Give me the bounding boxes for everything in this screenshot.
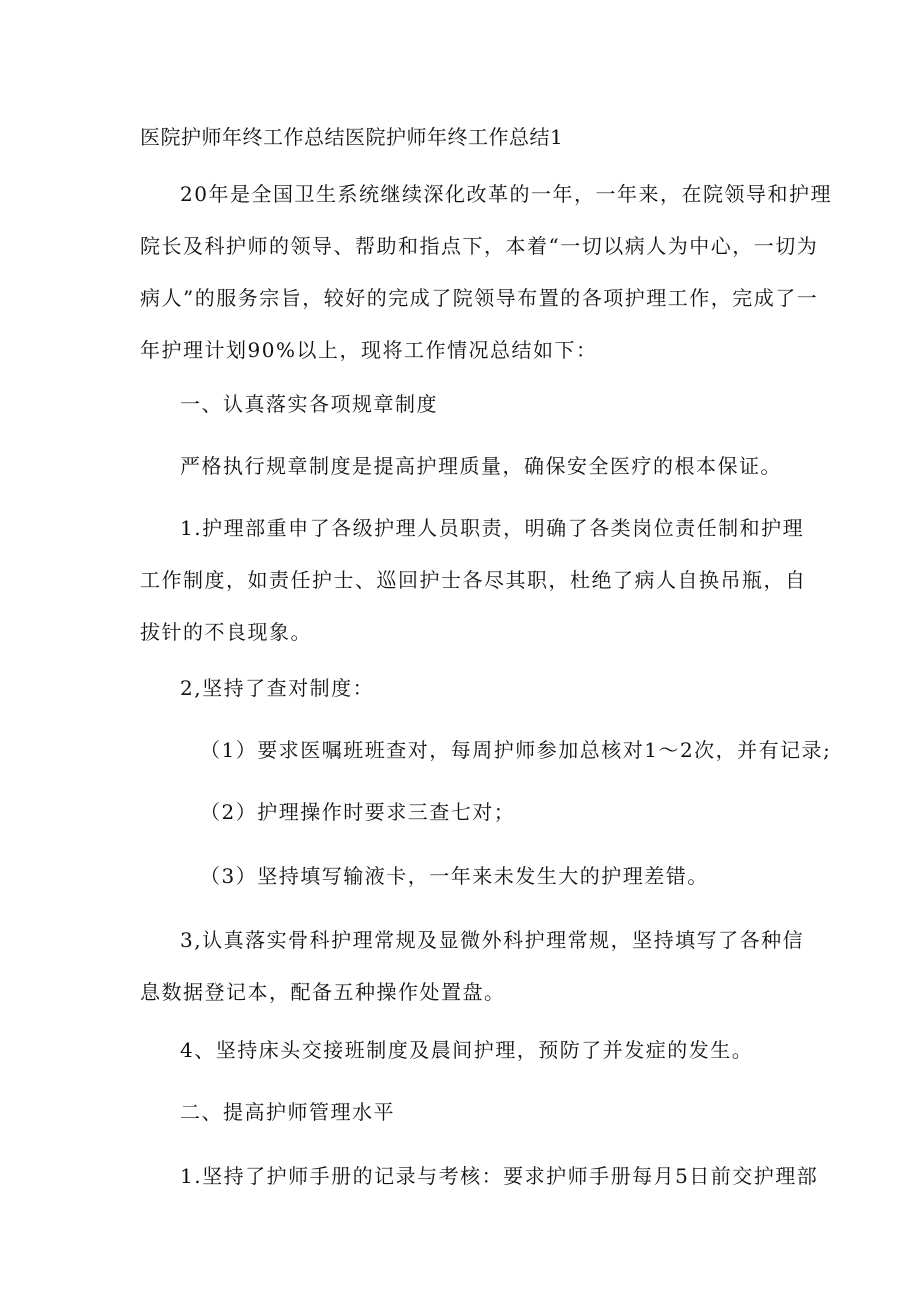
- section-1-heading: 一、认真落实各项规章制度: [180, 392, 438, 416]
- section-1-item-3: [140, 914, 805, 1018]
- intro-line-3: 病人”的服务宗旨，较好的完成了院领导布置的各项护理工作，完成了一: [140, 286, 819, 310]
- item-1-line-3: 拔针的不良现象。: [140, 620, 312, 644]
- section-1-item-1: [140, 502, 807, 658]
- intro-line-1: 20年是全国卫生系统继续深化改革的一年，一年来，在院领导和护理: [180, 182, 832, 206]
- item-3-line-2: 息数据登记本，配备五种操作处置盘。: [140, 980, 506, 1004]
- intro-paragraph: [140, 168, 832, 376]
- section-1-item-4: 4、坚持床头交接班制度及晨间护理，预防了并发症的发生。: [180, 1038, 754, 1062]
- intro-line-4: 年护理计划90%以上，现将工作情况总结如下：: [140, 338, 598, 362]
- item-3-line-1: 3,认真落实骨科护理常规及显微外科护理常规，坚持填写了各种信: [180, 928, 805, 952]
- item-2-sub-2: （2）护理操作时要求三查七对；: [200, 800, 516, 824]
- section-2-item-1: 1.坚持了护师手册的记录与考核：要求护师手册每月5日前交护理部: [180, 1164, 819, 1188]
- item-2-sub-3: （3）坚持填写输液卡，一年来未发生大的护理差错。: [200, 864, 709, 888]
- section-1-item-2: 2,坚持了查对制度：: [180, 676, 375, 700]
- item-1-line-2: 工作制度，如责任护士、巡回护士各尽其职，杜绝了病人自换吊瓶，自: [140, 568, 807, 592]
- intro-line-2: 院长及科护师的领导、帮助和指点下，本着“一切以病人为中心，一切为: [140, 234, 819, 258]
- section-1-lead: 严格执行规章制度是提高护理质量，确保安全医疗的根本保证。: [180, 454, 782, 478]
- section-2-heading: 二、提高护师管理水平: [180, 1100, 395, 1124]
- item-1-line-1: 1.护理部重申了各级护理人员职责，明确了各类岗位责任制和护理: [180, 516, 805, 540]
- document-title: 医院护师年终工作总结医院护师年终工作总结1: [140, 125, 564, 149]
- item-2-sub-1: （1）要求医嘱班班查对，每周护师参加总核对1～2次，并有记录;: [200, 738, 832, 762]
